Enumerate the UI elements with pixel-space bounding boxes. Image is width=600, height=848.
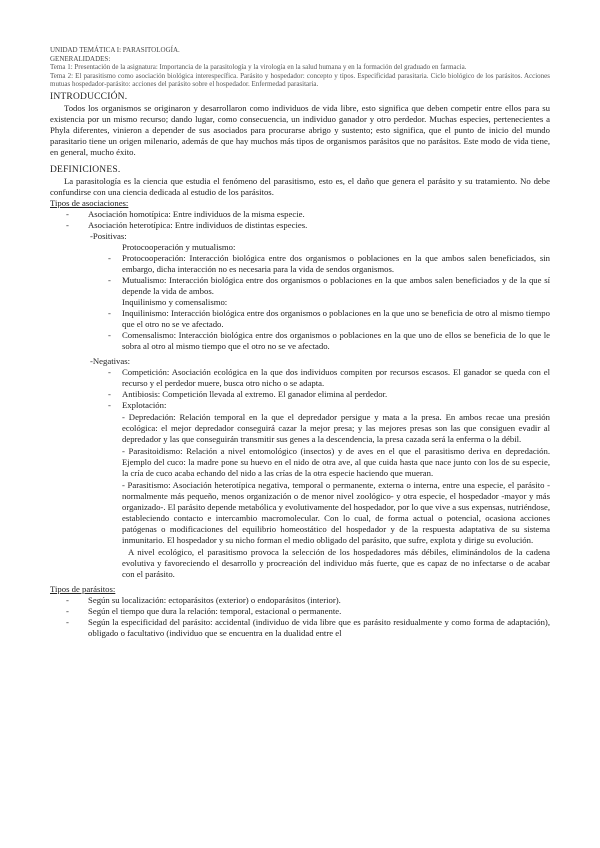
list-item: - Según su localización: ectoparásitos (exterior) o endoparásitos (interior). [50, 595, 550, 606]
tema-1: Tema 1: Presentación de la asignatura: Importancia de la parasitología y la virología en la salud humana y en la formación del graduado en farmacia. [50, 63, 467, 71]
generalities-label: GENERALIDADES: [50, 54, 111, 63]
list-item: - Explotación: [50, 400, 550, 411]
positive-label: -Positivas: [90, 230, 127, 241]
list-item: - Inquilinismo: Interacción biológica entre dos organismos o poblaciones en la que uno se beneficia de otro al mismo tiempo que el otro no se ve afectado. [50, 308, 550, 330]
paragraph: - Parasitoidismo: Relación a nivel entomológico (insectos) y de aves en el que el parasitismo deriva en depredación. Ejemplo del cuco: la madre pone su huevo en el nido de otra ave, al que cuida hasta que nace junto con los de su especie, la cría de cuco acaba echando del nido a las crías de la otra especie haciendo que mueran. [122, 445, 550, 478]
definitions-text: La parasitología es la ciencia que estudia el fenómeno del parasitismo, esto es, el daño que genera el parásito y su tratamiento. No debe confundirse con una ciencia dedicada al estudio de los parásitos. [50, 175, 550, 197]
list-item: - Asociación homotípica: Entre individuos de la misma especie. [50, 209, 550, 220]
paragraph: A nivel ecológico, el parasitismo provoca la selección de los hospedadores más débiles, eliminándolos de la cadena evolutiva y favoreciendo el desarrollo y procreación del individuo más fuerte, que es capaz de no infectarse o de acabar con el parásito. [122, 546, 550, 579]
list-item: - Protocooperación: Interacción biológica entre dos organismos o poblaciones en la que ambos salen beneficiados, sin embargo, dicha interacción no es necesaria para la vida de sendos organismos. [50, 253, 550, 275]
list-item: - Según el tiempo que dura la relación: temporal, estacional o permanente. [50, 606, 550, 617]
association-types-heading: Tipos de asociaciones: [50, 197, 129, 208]
list-item: - Asociación heterotípica: Entre individuos de distintas especies. [50, 220, 550, 231]
document-page [50, 46, 550, 639]
list-item: - Antibiosis: Competición llevada al extremo. El ganador elimina al perdedor. [50, 389, 550, 400]
unit-title: UNIDAD TEMÁTICA I: PARASITOLOGÍA. [50, 46, 180, 54]
subheading: Protocooperación y mutualismo: [122, 241, 236, 252]
tema-2: Tema 2: El parasitismo como asociación biológica interespecífica. Parásito y hospedador: concepto y tipos. Especificidad parasitaria. Ciclo biológico de los parásitos. Acciones mutuas hospedador-parásito: acciones del parásito sobre el hospedador. Enfermedad parasitaria. [50, 71, 550, 88]
definitions-title: DEFINICIONES. [50, 164, 121, 175]
paragraph: - Depredación: Relación temporal en la que el depredador persigue y mata a la presa. En ambos recae una presión ecológica: el mejor depredador conseguirá cazar la mejor presa; y las mejores presas son las que consiguen evadir al depredador y las que conseguirán transmitir sus genes a la descendencia, la presa cazada será la enferma o la débil. [122, 411, 550, 444]
list-item: - Comensalismo: Interacción biológica entre dos organismos o poblaciones en la que uno de ellos se beneficia de lo que le sobra al otro al mismo tiempo que el otro no se ve afectado. [50, 330, 550, 352]
intro-title: INTRODUCCIÓN. [50, 91, 128, 102]
list-item: - Según la especificidad del parásito: accidental (individuo de vida libre que es parásito residualmente y como forma de adaptación), obligado o facultativo (individuo que se encuentra en la dualidad entre el [50, 617, 550, 639]
list-item: - Competición: Asociación ecológica en la que dos individuos compiten por recursos escasos. El ganador se queda con el recurso y el perdedor muere, busca otro nicho o se adapta. [50, 367, 550, 389]
list-item: - Mutualismo: Interacción biológica entre dos organismos o poblaciones en la que ambos salen beneficiados y de la que sí depende la vida de ambos. [50, 275, 550, 297]
paragraph: - Parasitismo: Asociación heterotípica negativa, temporal o permanente, externa o interna, entre una especie, el parásito -normalmente más pequeño, menos organización o de menor nivel zoológico- y otra especie, el hospedador -mayor y más organizado-. El parásito depende metabólica y evolutivamente del hospedador, por lo que vive a sus expensas, nutriéndose, estableciendo contacto e intercambio macromolecular. Con lo cual, de forma actual o potencial, ocasiona acciones patógenas o modificaciones del equilibrio homeostático del hospedador y de la respuesta adaptativa de su sistema inmunitario. El hospedador y su nicho forman el medio obligado del parásito, que sufre, explota y dirige su evolución. [122, 479, 550, 545]
parasite-types-heading: Tipos de parásitos: [50, 583, 116, 594]
negative-label: -Negativas: [90, 355, 131, 366]
subheading: Inquilinismo y comensalismo: [122, 296, 228, 307]
intro-text: Todos los organismos se originaron y desarrollaron como individuos de vida libre, esto significa que deben competir entre ellos para su existencia por un mismo recurso; dando lugar, como consecuencia, un individuo ganador y otro perdedor. Muchas especies, pertenecientes a Phyla diferentes, vinieron a depender de sus asociados para procurarse abrigo y sustento; esto significa, que el punto de inicio del mundo parasitario tiene un origen milenario, además de que hay muchos más tipos de organismos parásitos que no parásitos. Este modo de vida tiene, en general, mucho éxito. [50, 102, 550, 157]
